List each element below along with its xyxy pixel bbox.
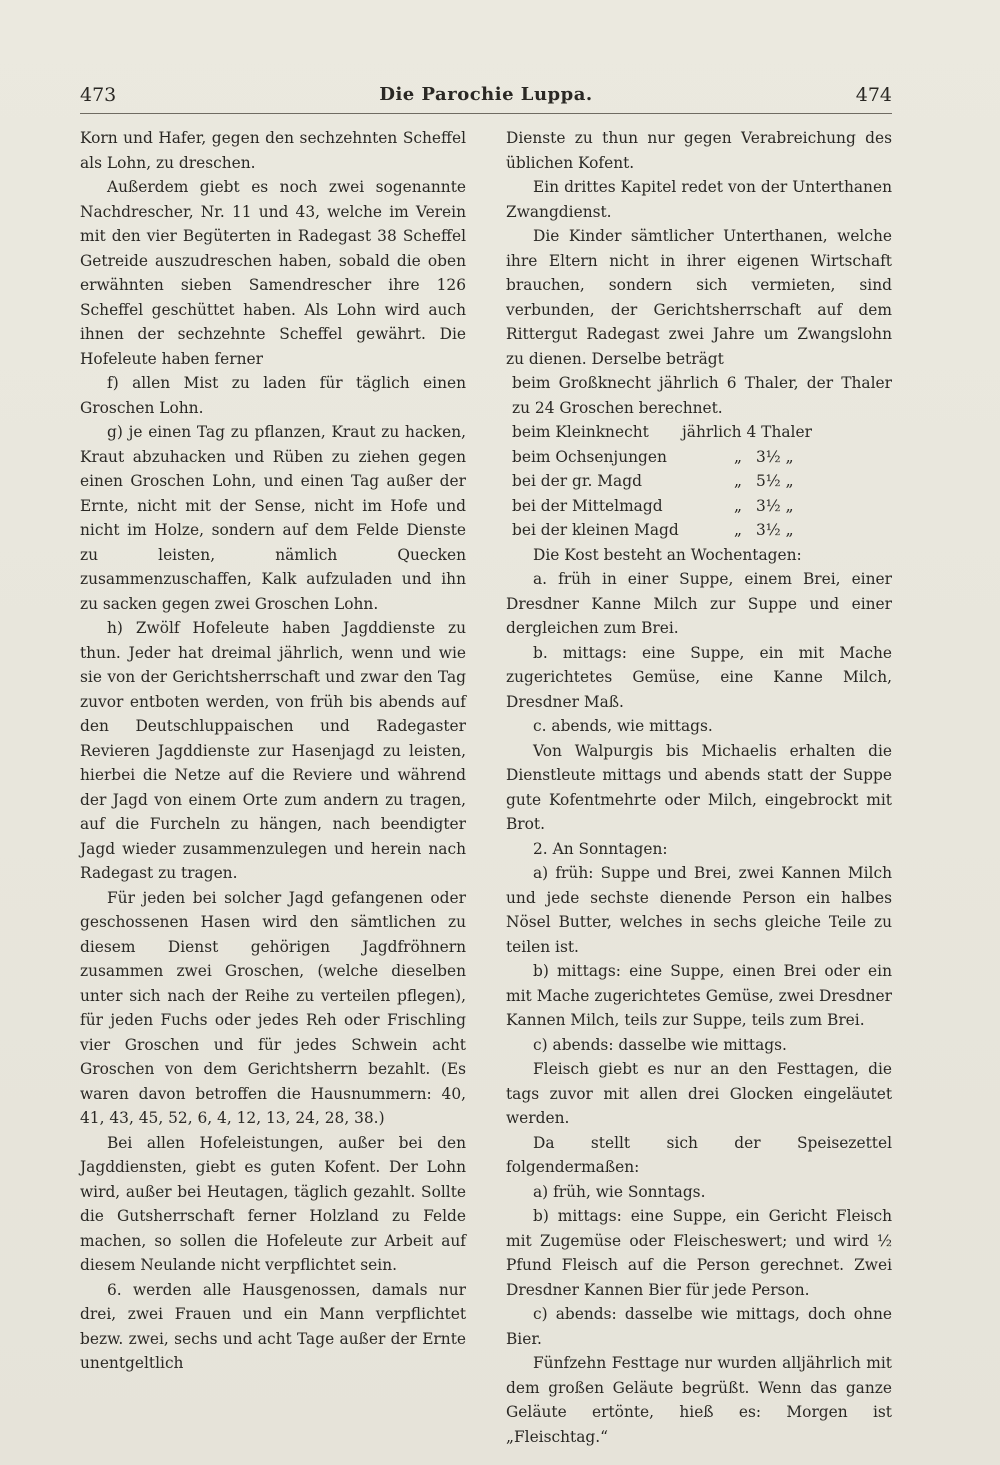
paragraph: Für jeden bei solcher Jagd gefangenen oder geschossenen Hasen wird den sämtlichen zu diesem Dienst gehörigen Jagdfröhnern zusammen zwei Groschen, (welche dieselben unter sich nach der Reihe zu verteilen pflegen), für jeden Fuchs oder jedes Reh oder Frischling vier Groschen und für jedes Schwein acht Groschen von dem Gerichtsherrn bezahlt. (Es waren davon betroffen die Hausnummern: 40, 41, 43, 45, 52, 6, 4, 12, 13, 24, 28, 38.) xyxy=(80,888,466,1127)
wage-value: 3½ „ xyxy=(756,521,794,539)
list-item: a) früh: Suppe und Brei, zwei Kannen Milch und jede sechste dienende Person ein halbes Nösel Butter, welches in sechs gleiche Teile zu teilen ist. xyxy=(506,864,892,956)
list-item: a) früh, wie Sonntags. xyxy=(533,1182,706,1201)
page-header xyxy=(80,84,892,114)
wage-label: bei der gr. Magd xyxy=(512,472,642,490)
paragraph: 2. An Sonntagen: xyxy=(533,839,668,858)
paragraph: Da stellt sich der Speisezettel folgendermaßen: xyxy=(506,1133,892,1176)
wage-mark: jährlich xyxy=(682,423,742,441)
paragraph: Die Kost besteht an Wochentagen: xyxy=(533,545,802,564)
paragraph: Außerdem giebt es noch zwei sogenannte Nachdrescher, Nr. 11 und 43, welche im Verein mit den vier Begüterten in Radegast 38 Scheffel Getreide auszudreschen haben, sobald die oben erwähnten sieben Samendrescher ihre 126 Scheffel geschüttet haben. Als Lohn wird auch ihnen der sechzehnte Scheffel gewährt. Die Hofeleute haben ferner xyxy=(80,178,466,368)
wage-row xyxy=(506,518,892,543)
paragraph: Von Walpurgis bis Michaelis erhalten die Dienstleute mittags und abends statt der Suppe gute Kofentmehrte oder Milch, eingebrockt mit Brot. xyxy=(506,741,892,833)
running-title: Die Parochie Luppa. xyxy=(379,84,593,105)
wage-label: bei der Mittelmagd xyxy=(512,496,663,515)
paragraph: 6. werden alle Hausgenossen, damals nur drei, zwei Frauen und ein Mann verpflichtet bezw. zwei, sechs und acht Tage außer der Ernte unentgeltlich xyxy=(80,1280,466,1372)
left-column xyxy=(80,126,466,1376)
page-number-left: 473 xyxy=(80,84,117,106)
ditto-mark: „ xyxy=(734,447,742,466)
wage-row xyxy=(506,445,892,470)
wage-row xyxy=(506,469,892,494)
list-item: a. früh in einer Suppe, einem Brei, einer Dresdner Kanne Milch zur Suppe und einer dergleichen zum Brei. xyxy=(506,570,892,637)
list-item: g) je einen Tag zu pflanzen, Kraut zu hacken, Kraut abzuhacken und Rüben zu ziehen gegen einen Groschen Lohn, und einen Tag außer der Ernte, nicht mit der Sense, nicht im Hofe und nicht im Holze, sondern auf dem Felde Dienste zu leisten, nämlich Quecken zusammenzuschaffen, Kalk aufzuladen und ihn zu sacken gegen zwei Groschen Lohn. xyxy=(80,423,466,613)
list-item: f) allen Mist zu laden für täglich einen Groschen Lohn. xyxy=(80,374,466,417)
list-item: c. abends, wie mittags. xyxy=(533,717,713,735)
list-item: c) abends: dasselbe wie mittags. xyxy=(533,1035,787,1054)
paragraph: Fünfzehn Festtage nur wurden alljährlich mit dem großen Geläute begrüßt. Wenn das ganze Geläute ertönte, hieß es: Morgen ist „Fleischtag.“ xyxy=(506,1354,892,1446)
wage-row xyxy=(506,494,892,519)
paragraph: Dienste zu thun nur gegen Verabreichung des üblichen Kofent. xyxy=(506,129,892,172)
right-column xyxy=(506,126,892,1449)
paragraph: Fleisch giebt es nur an den Festtagen, die tags zuvor mit allen drei Glocken eingeläutet werden. xyxy=(506,1060,892,1127)
paragraph: Korn und Hafer, gegen den sechzehnten Scheffel als Lohn, zu dreschen. xyxy=(80,129,466,172)
paragraph: Die Kinder sämtlicher Unterthanen, welche ihre Eltern nicht in ihrer eigenen Wirtschaft brauchen, sondern sich vermieten, sind verbunden, der Gerichtsherrschaft auf dem Rittergut Radegast zwei Jahre um Zwangslohn zu dienen. Derselbe beträgt xyxy=(506,227,892,368)
wage-line: beim Großknecht jährlich 6 Thaler, der Thaler zu 24 Groschen berechnet. xyxy=(512,374,892,417)
list-item: b) mittags: eine Suppe, ein Gericht Fleisch mit Zugemüse oder Fleischeswert; und wird ½ Pfund Fleisch auf die Person gerechnet. Zwei Dresdner Kannen Bier für jede Person. xyxy=(506,1207,892,1299)
ditto-mark: „ xyxy=(734,496,742,515)
header-rule xyxy=(80,113,892,114)
ditto-mark: „ xyxy=(734,472,742,490)
wage-value: 4 Thaler xyxy=(746,423,812,441)
wage-label: bei der kleinen Magd xyxy=(512,521,679,539)
ditto-mark: „ xyxy=(734,521,742,539)
wage-label: beim Ochsenjungen xyxy=(512,447,667,466)
wage-value: 5½ „ xyxy=(756,472,794,490)
wage-row xyxy=(506,420,892,445)
wage-value: 3½ „ xyxy=(756,447,794,466)
list-item: c) abends: dasselbe wie mittags, doch ohne Bier. xyxy=(506,1305,892,1348)
list-item: h) Zwölf Hofeleute haben Jagddienste zu thun. Jeder hat dreimal jährlich, wenn und wie sie von der Gerichtsherrschaft und zwar den Tag zuvor entboten werden, von früh bis abends auf den Deutschluppaischen und Radegaster Revieren Jagddienste zur Hasenjagd zu leisten, hierbei die Netze auf die Reviere und während der Jagd von einem Orte zum andern zu tragen, auf die Furcheln zu hängen, nach beendigter Jagd wieder zusammenzulegen und herein nach Radegast zu tragen. xyxy=(80,619,466,882)
wage-label: beim Kleinknecht xyxy=(512,423,649,441)
paragraph: Bei allen Hofeleistungen, außer bei den Jagddiensten, giebt es guten Kofent. Der Lohn wird, außer bei Heutagen, täglich gezahlt. Sollte die Gutsherrschaft ferner Holzland zu Felde machen, so sollen die Hofeleute zur Arbeit auf diesem Neulande nicht verpflichtet sein. xyxy=(80,1133,466,1274)
page-number-right: 474 xyxy=(855,84,892,106)
list-item: b) mittags: eine Suppe, einen Brei oder ein mit Mache zugerichtetes Gemüse, zwei Dresdner Kannen Milch, teils zur Suppe, teils zum Brei. xyxy=(506,962,892,1029)
paragraph: Ein drittes Kapitel redet von der Unterthanen Zwangdienst. xyxy=(506,178,892,221)
wage-value: 3½ „ xyxy=(756,496,794,515)
list-item: b. mittags: eine Suppe, ein mit Mache zugerichtetes Gemüse, eine Kanne Milch, Dresdner Maß. xyxy=(506,643,892,711)
